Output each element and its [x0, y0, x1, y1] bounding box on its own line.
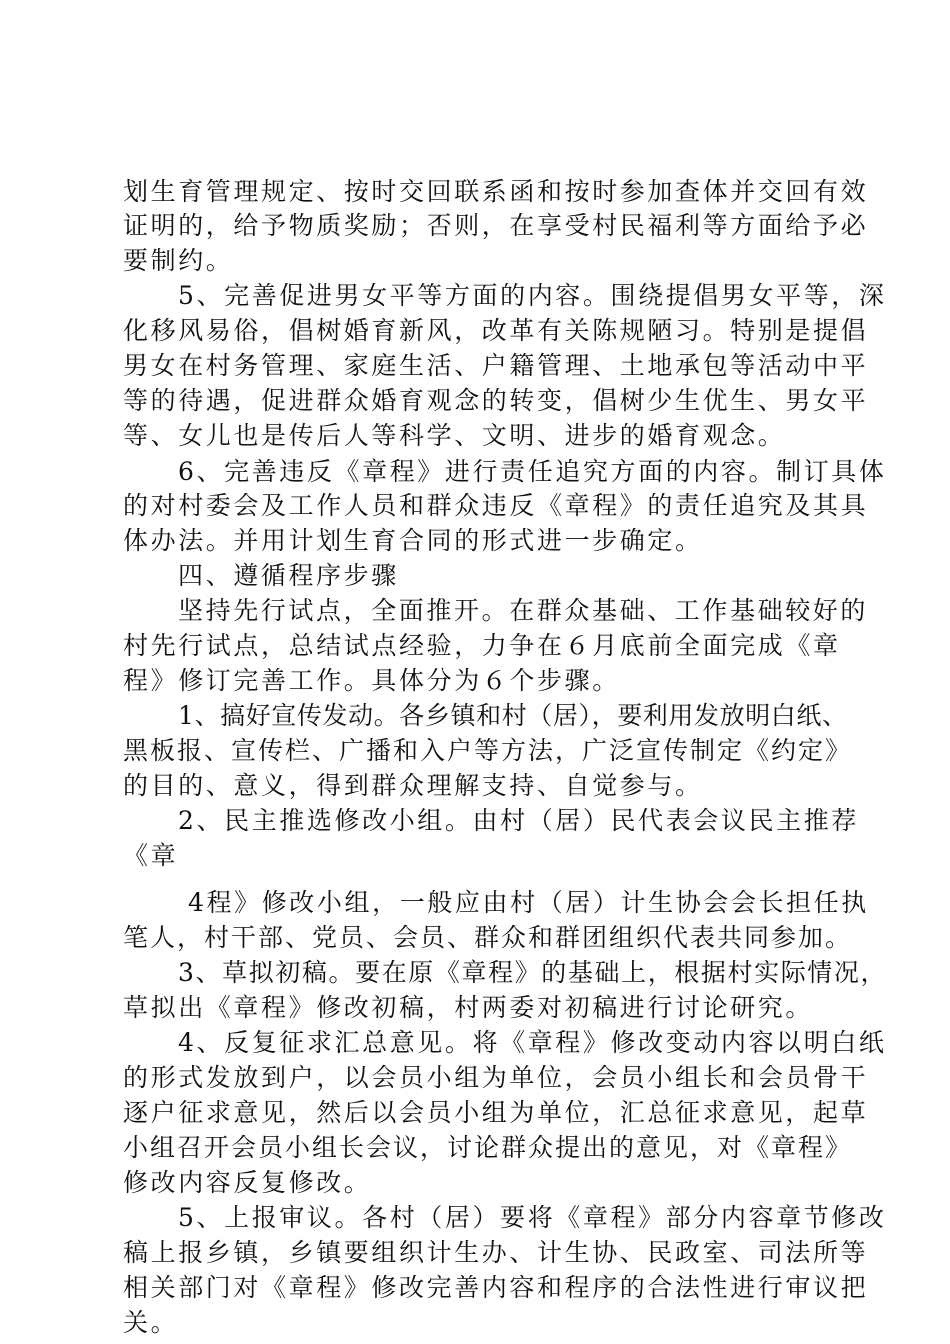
- text-line: 要制约。: [123, 246, 234, 275]
- text-line: 2、民主推选修改小组。由村（居）民代表会议民主推荐: [178, 806, 859, 835]
- text-line: 的对村委会及工作人员和群众违反《章程》的责任追究及其具: [123, 491, 869, 520]
- text-line: 的目的、意义，得到群众理解支持、自觉参与。: [123, 771, 703, 800]
- text-line: 5、完善促进男女平等方面的内容。围绕提倡男女平等，深: [178, 281, 887, 310]
- text-line: 的形式发放到户，以会员小组为单位，会员小组长和会员骨干: [123, 1063, 869, 1092]
- section-heading: 四、遵循程序步骤: [178, 561, 399, 590]
- text-line: 4、反复征求汇总意见。将《章程》修改变动内容以明白纸: [178, 1028, 887, 1057]
- text-line: 1、搞好宣传发动。各乡镇和村（居），要利用发放明白纸、: [178, 701, 848, 730]
- text-line: 体办法。并用计划生育合同的形式进一步确定。: [123, 526, 703, 555]
- text-line: 划生育管理规定、按时交回联系函和按时参加查体并交回有效: [123, 177, 869, 206]
- text-line: 3、草拟初稿。要在原《章程》的基础上，根据村实际情况，: [178, 958, 888, 987]
- text-line: 6、完善违反《章程》进行责任追究方面的内容。制订具体: [178, 457, 887, 486]
- text-line: 《章: [123, 841, 179, 870]
- text-line: 黑板报、宣传栏、广播和入户等方法，广泛宣传制定《约定》: [123, 736, 853, 765]
- text-line: 修改内容反复修改。: [123, 1168, 372, 1197]
- text-line: 逐户征求意见，然后以会员小组为单位，汇总征求意见，起草: [123, 1098, 869, 1127]
- text-line: 5、上报审议。各村（居）要将《章程》部分内容章节修改: [178, 1203, 887, 1232]
- text-line: 村先行试点，总结试点经验，力争在６月底前全面完成《章: [123, 631, 841, 660]
- text-line: 等、女儿也是传后人等科学、文明、进步的婚育观念。: [123, 421, 786, 450]
- text-line: 草拟出《章程》修改初稿，村两委对初稿进行讨论研究。: [123, 993, 814, 1022]
- text-line: 坚持先行试点，全面推开。在群众基础、工作基础较好的: [178, 596, 869, 625]
- text-line: 相关部门对《章程》修改完善内容和程序的合法性进行审议把: [123, 1273, 869, 1302]
- text-line: 4程》修改小组，一般应由村（居）计生协会会长担任执: [188, 888, 869, 917]
- text-line: 程》修订完善工作。具体分为６个步骤。: [123, 666, 620, 695]
- text-line: 稿上报乡镇，乡镇要组织计生办、计生协、民政室、司法所等: [123, 1238, 869, 1267]
- text-line: 笔人，村干部、党员、会员、群众和群团组织代表共同参加。: [123, 923, 853, 952]
- text-line: 小组召开会员小组长会议，讨论群众提出的意见，对《章程》: [123, 1133, 853, 1162]
- text-line: 关。: [123, 1308, 179, 1337]
- text-line: 证明的，给予物质奖励；否则，在享受村民福利等方面给予必: [123, 211, 869, 240]
- text-line: 等的待遇，促进群众婚育观念的转变，倡树少生优生、男女平: [123, 386, 869, 415]
- text-line: 男女在村务管理、家庭生活、户籍管理、土地承包等活动中平: [123, 351, 869, 380]
- text-line: 化移风易俗，倡树婚育新风，改革有关陈规陋习。特别是提倡: [123, 316, 869, 345]
